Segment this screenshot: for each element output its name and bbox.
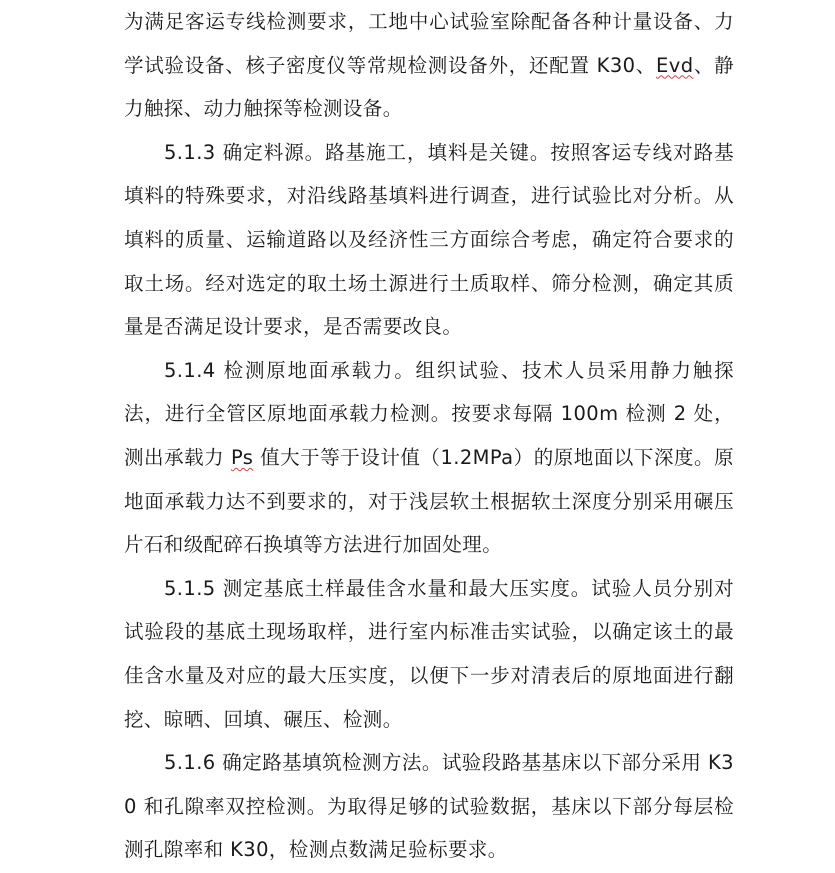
text-segment: 5.1.3 确定料源。路基施工，填料是关键。按照客运专线对路基填料的特殊要求，对沿线路基填料进行调查，进行试验比对分析。从填料的质量、运输道路以及经济性三方面综合考虑，确定符合要求的取土场。经对选定的取土场土源进行土质取样、筛分检测，确定其质量是否满足设计要求，是否需要改良。 <box>124 140 734 339</box>
spellcheck-flagged-word[interactable]: Ps <box>230 445 254 469</box>
text-segment: 为满足客运专线检测要求，工地中心试验室除配备各种计量设备、力学试验设备、核子密度仪等常规检测设备外，还配置 K30、 <box>124 10 734 77</box>
document-body <box>124 0 734 872</box>
paragraph-5-1-4 <box>124 349 734 567</box>
text-segment: 5.1.4 检测原地面承载力。组织试验、技术人员采用静力触探法，进行全管区原地面承载力检测。按要求每隔 100m 检测 2 处，测出承载力 <box>124 358 734 469</box>
spellcheck-flagged-word[interactable]: Evd <box>656 53 694 77</box>
paragraph-equipment <box>124 0 734 131</box>
text-segment: 5.1.5 测定基底土样最佳含水量和最大压实度。试验人员分别对试验段的基底土现场取样，进行室内标准击实试验，以确定该土的最佳含水量及对应的最大压实度，以便下一步对清表后的原地面进行翻挖、晾晒、回填、碾压、检测。 <box>124 576 734 731</box>
text-segment: 值大于等于设计值（1.2MPa）的原地面以下深度。原地面承载力达不到要求的，对于浅层软土根据软土深度分别采用碾压片石和级配碎石换填等方法进行加固处理。 <box>124 445 734 557</box>
text-segment: 、静力触探、动力触探等检测设备。 <box>124 53 734 121</box>
paragraph-5-1-3 <box>124 131 734 349</box>
text-segment: 5.1.6 确定路基填筑检测方法。试验段路基基床以下部分采用 K30 和孔隙率双控检测。为取得足够的试验数据，基床以下部分每层检测孔隙率和 K30，检测点数满足验标要求。 <box>124 751 734 862</box>
paragraph-5-1-5 <box>124 567 734 741</box>
paragraph-5-1-6 <box>124 741 734 872</box>
